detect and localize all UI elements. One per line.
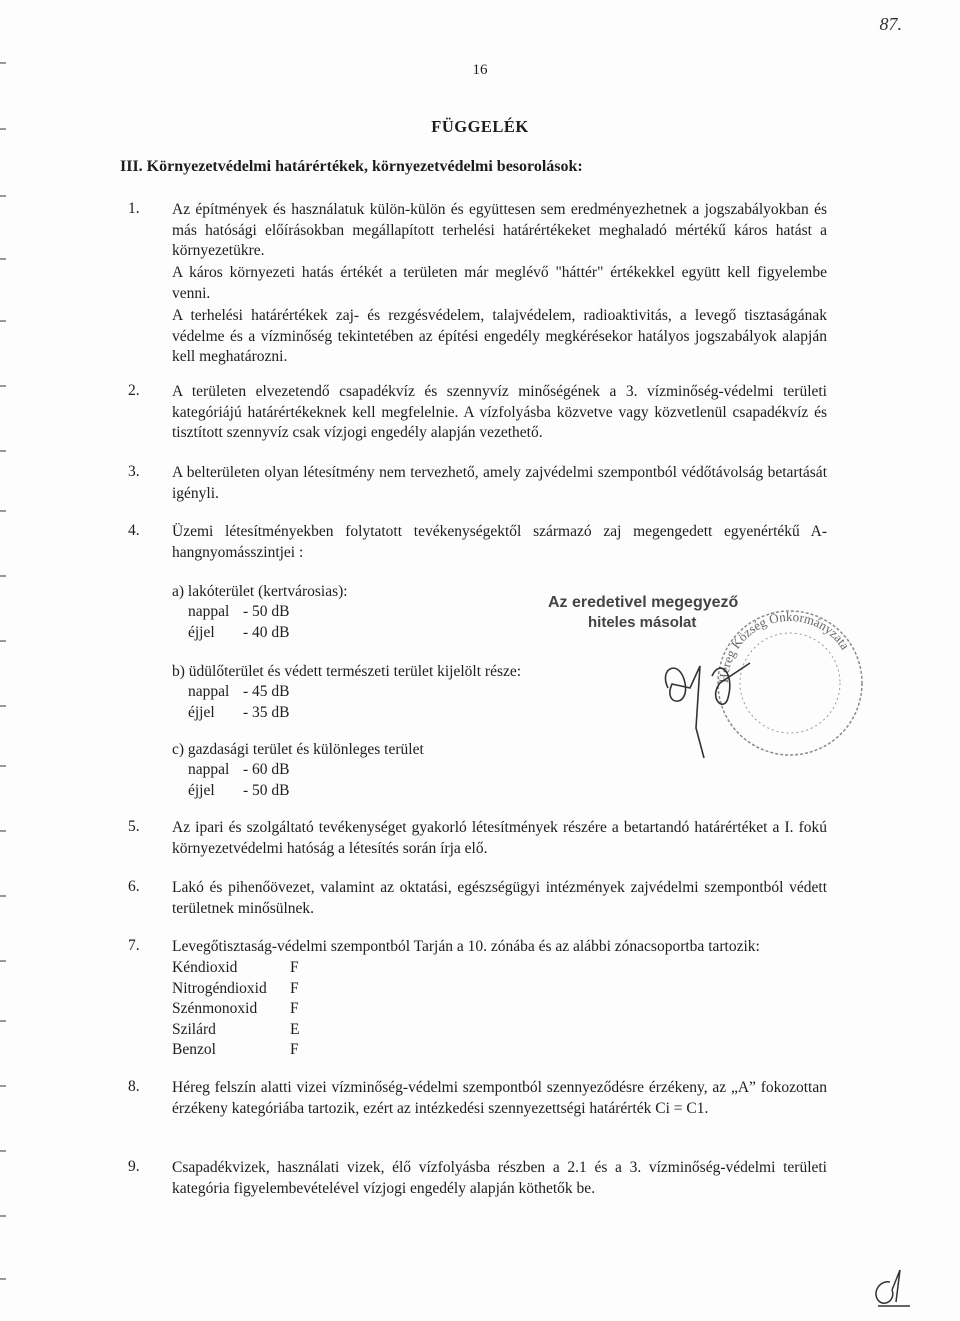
- handwritten-page-note: 87.: [879, 14, 902, 34]
- item-6-paragraph: Lakó és pihenőövezet, valamint az oktatási, egészségügyi intézmények zajvédelmi szempontból védett területnek minősülnek.: [172, 879, 827, 917]
- night-value: - 35 dB: [243, 703, 290, 721]
- item-number: 6.: [128, 878, 140, 895]
- seal-and-signature: [540, 588, 870, 768]
- handwritten-initials: [860, 1262, 920, 1312]
- noise-zone-title: c) gazdasági terület és különleges terület: [172, 741, 424, 758]
- pollutant-row: [172, 999, 299, 1020]
- scan-mark: [0, 1085, 6, 1087]
- night-value: - 40 dB: [243, 623, 290, 641]
- pollutant-row: [172, 979, 299, 1000]
- item-number: 8.: [128, 1078, 140, 1095]
- seal-text-path: Héreg Község Önkormányzata: [715, 608, 853, 684]
- pollutant-class: E: [290, 1020, 300, 1038]
- scan-mark: [0, 1020, 6, 1022]
- day-label: nappal: [188, 761, 230, 778]
- scan-mark: [0, 320, 6, 322]
- day-value: - 50 dB: [243, 603, 290, 620]
- stamp-line-2: hiteles másolat: [588, 614, 697, 631]
- pollutant-row: [172, 1020, 299, 1041]
- scan-mark: [0, 1278, 6, 1280]
- stamp-line-1: Az eredetivel megegyező: [548, 594, 739, 611]
- day-value: - 45 dB: [243, 683, 290, 700]
- scan-mark: [0, 960, 6, 962]
- scan-mark: [0, 258, 6, 260]
- item-7-paragraph: Levegőtisztaság-védelmi szempontból Tarján a 10. zónába és az alábbi zónacsoportba tartozik:: [172, 938, 760, 955]
- day-value: - 60 dB: [243, 761, 290, 778]
- scan-mark: [0, 575, 6, 577]
- scan-mark: [0, 895, 6, 897]
- scan-mark: [0, 195, 6, 197]
- page-number: 16: [472, 62, 488, 78]
- scan-mark: [0, 450, 6, 452]
- pollutant-class: F: [290, 1000, 299, 1017]
- scan-mark: [0, 385, 6, 387]
- night-label: éjjel: [188, 623, 215, 641]
- pollutant-table: [172, 958, 299, 1061]
- item-9-paragraph: Csapadékvizek, használati vizek, élő vízfolyásba részben a 2.1 és a 3. vízminőség-védelmi területi kategória figyelembevételével vízjogi engedély alapján köthetők be.: [172, 1159, 827, 1197]
- item-number: 2.: [128, 382, 140, 399]
- night-value: - 50 dB: [243, 781, 290, 799]
- certification-stamp: [540, 588, 870, 768]
- item-2-paragraph: A területen elvezetendő csapadékvíz és szennyvíz minőségének a 3. vízminőség-védelmi területi kategóriájú határértékeknek kell megfelelnie. A vízfolyásba közvetve vagy közvetlenül csapadékvíz és tisztított szennyvíz csak vízjogi engedély alapján vezethető.: [172, 383, 827, 441]
- scan-mark: [0, 1215, 6, 1217]
- section-subheading: III. Környezetvédelmi határértékek, környezetvédelmi besorolások:: [120, 158, 583, 175]
- item-5-paragraph: Az ipari és szolgáltató tevékenységet gyakorló létesítmények részére a betartandó határértéket a I. fokú környezetvédelmi hatóság a létesítés során írja elő.: [172, 819, 827, 857]
- pollutant-name: Nitrogéndioxid: [172, 979, 267, 997]
- item-8-paragraph: Héreg felszín alatti vizei vízminőség-védelmi szempontból szennyeződésre érzékeny, az „A” fokozottan érzékeny kategóriába tartozik, ezért az intézkedési szennyezettségi határérték Ci = C1.: [172, 1079, 827, 1117]
- item-number: 3.: [128, 463, 140, 480]
- item-number: 1.: [128, 200, 140, 217]
- pollutant-row: [172, 1040, 299, 1061]
- day-label: nappal: [188, 683, 230, 700]
- initials-stroke: [876, 1270, 910, 1306]
- scan-mark: [0, 830, 6, 832]
- noise-zone-levels: [188, 760, 290, 801]
- noise-zone-levels: [188, 602, 290, 643]
- pollutant-name: Kéndioxid: [172, 959, 238, 976]
- item-number: 7.: [128, 937, 140, 954]
- noise-zone-title: b) üdülőterület és védett természeti terület kijelölt része:: [172, 663, 522, 680]
- scan-mark: [0, 510, 6, 512]
- item-number: 5.: [128, 818, 140, 835]
- item-number: 4.: [128, 522, 140, 539]
- scan-mark: [0, 705, 6, 707]
- pollutant-class: F: [290, 979, 299, 997]
- scan-mark: [0, 765, 6, 767]
- day-label: nappal: [188, 603, 230, 620]
- night-label: éjjel: [188, 703, 215, 721]
- item-3-paragraph: A belterületen olyan létesítmény nem tervezhető, amely zajvédelmi szempontból védőtávolság betartását igényli.: [172, 464, 827, 502]
- scan-mark: [0, 1150, 6, 1152]
- page-heading: FÜGGELÉK: [431, 117, 529, 136]
- item-number: 9.: [128, 1158, 140, 1175]
- pollutant-name: Benzol: [172, 1041, 216, 1058]
- night-label: éjjel: [188, 781, 215, 799]
- noise-zone-title: a) lakóterület (kertvárosias):: [172, 583, 348, 600]
- item-4-paragraph: Üzemi létesítményekben folytatott tevékenységektől származó zaj megengedett egyenértékű A-hangnyomásszintjei :: [172, 523, 827, 561]
- seal-inner-ring: [740, 633, 840, 733]
- pollutant-row: [172, 958, 299, 979]
- noise-zone-levels: [188, 682, 290, 723]
- pollutant-name: Szilárd: [172, 1020, 216, 1038]
- pollutant-class: F: [290, 1041, 299, 1058]
- signature: [665, 663, 750, 758]
- item-1-paragraph-1: Az építmények és használatuk külön-külön és együttesen sem eredményezhetnek a jogszabályokban és más hatósági előírásokban megállapított terhelési határértékeket meghaladó mértékű káros hatást a környezetükre.: [172, 201, 827, 259]
- item-1-paragraph-3: A terhelési határértékek zaj- és rezgésvédelem, talajvédelem, radioaktivitás, a levegő tisztaságának védelme és a vízminőség tekintetében az építési engedély megkérésekor hatályos jogszabályok alapján kell meghatározni.: [172, 307, 827, 365]
- pollutant-name: Szénmonoxid: [172, 1000, 258, 1017]
- item-1-paragraph-2: A káros környezeti hatás értékét a területen már meglévő "háttér" értékekkel együtt kell figyelembe venni.: [172, 264, 827, 302]
- pollutant-class: F: [290, 959, 299, 976]
- scan-mark: [0, 640, 6, 642]
